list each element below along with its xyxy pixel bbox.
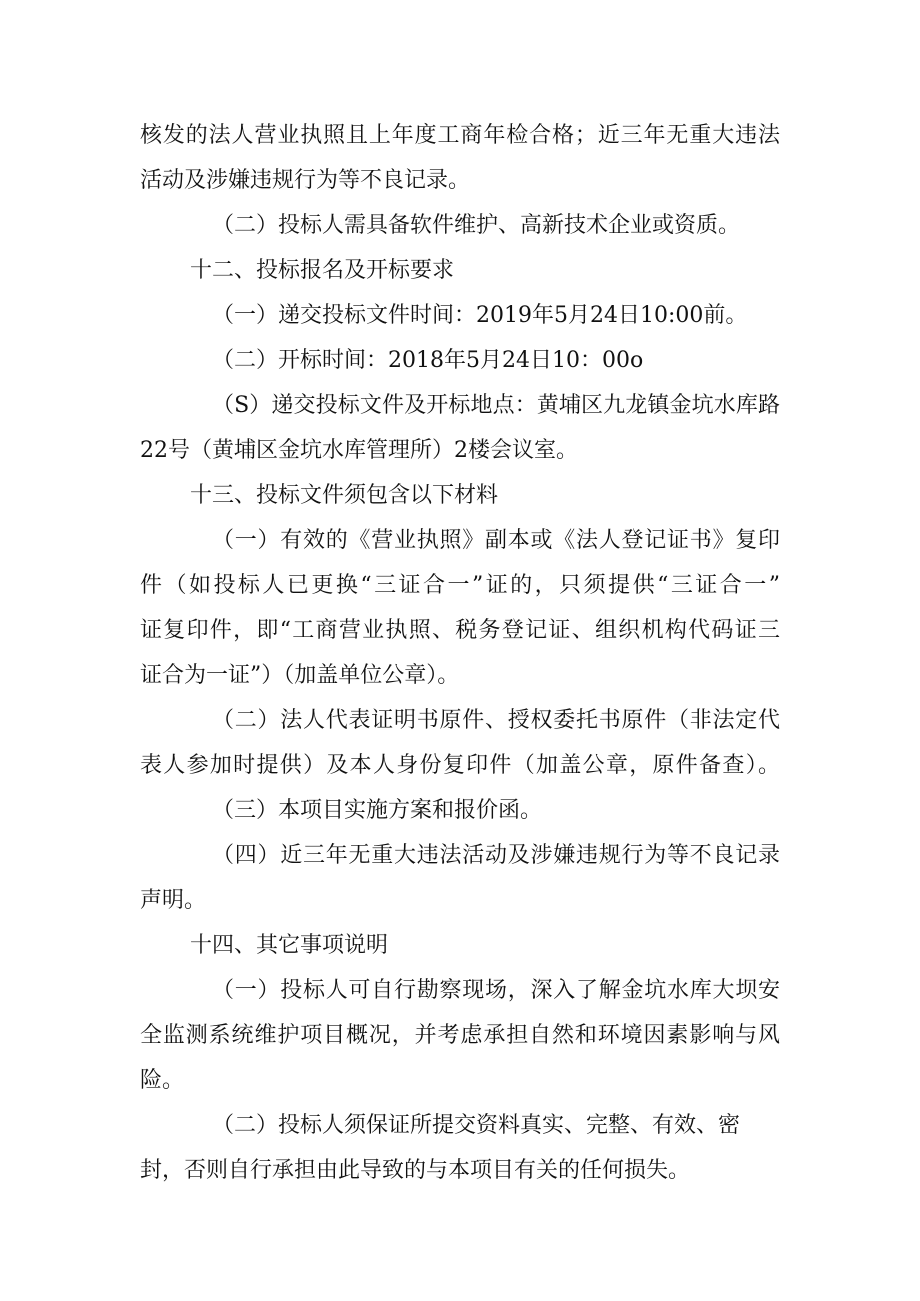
paragraph-line: （一）递交投标文件时间：2019年5月24日10:00前。 (212, 303, 748, 328)
section-heading: 十二、投标报名及开标要求 (190, 258, 455, 283)
paragraph-line: 全监测系统维护项目概况，并考虑承担自然和环境因素影响与风 (140, 1023, 780, 1048)
section-heading: 十三、投标文件须包含以下材料 (190, 483, 499, 508)
paragraph-line: 封，否则自行承担由此导致的与本项目有关的任何损失。 (140, 1158, 691, 1183)
paragraph-line: （二）投标人须保证所提交资料真实、完整、有效、密 (212, 1113, 741, 1138)
paragraph-line: 险。 (140, 1068, 185, 1093)
paragraph-line: 22号（黄埔区金坑水库管理所）2楼会议室。 (140, 438, 578, 463)
paragraph-line: （一）有效的《营业执照》副本或《法人登记证书》复印 (212, 528, 780, 553)
section-heading: 十四、其它事项说明 (190, 933, 389, 958)
paragraph-line: 证复印件，即“工商营业执照、税务登记证、组织机构代码证三 (140, 618, 780, 643)
paragraph-line: 声明。 (140, 888, 207, 913)
paragraph-line: 件（如投标人已更换“三证合一”证的，只须提供“三证合一” (140, 573, 780, 598)
paragraph-line: 表人参加时提供）及本人身份复印件（加盖公章，原件备查）。 (140, 753, 780, 778)
paragraph-line: （三）本项目实施方案和报价函。 (212, 798, 543, 823)
paragraph-line: 证合为一证”）（加盖单位公章）。 (140, 663, 460, 688)
paragraph-line: （二）开标时间：2018年5月24日10：00o (212, 348, 644, 373)
paragraph-line: （二）投标人需具备软件维护、高新技术企业或资质。 (212, 213, 741, 238)
paragraph-line: （S）递交投标文件及开标地点：黄埔区九龙镇金坑水库路 (212, 393, 780, 418)
paragraph-line: （一）投标人可自行勘察现场，深入了解金坑水库大坝安 (212, 978, 780, 1003)
paragraph-line: （二）法人代表证明书原件、授权委托书原件（非法定代 (212, 708, 780, 733)
paragraph-line: 活动及涉嫌违规行为等不良记录。 (140, 168, 471, 193)
paragraph-line: （四）近三年无重大违法活动及涉嫌违规行为等不良记录 (212, 843, 780, 868)
paragraph-line: 核发的法人营业执照且上年度工商年检合格；近三年无重大违法 (140, 123, 780, 148)
